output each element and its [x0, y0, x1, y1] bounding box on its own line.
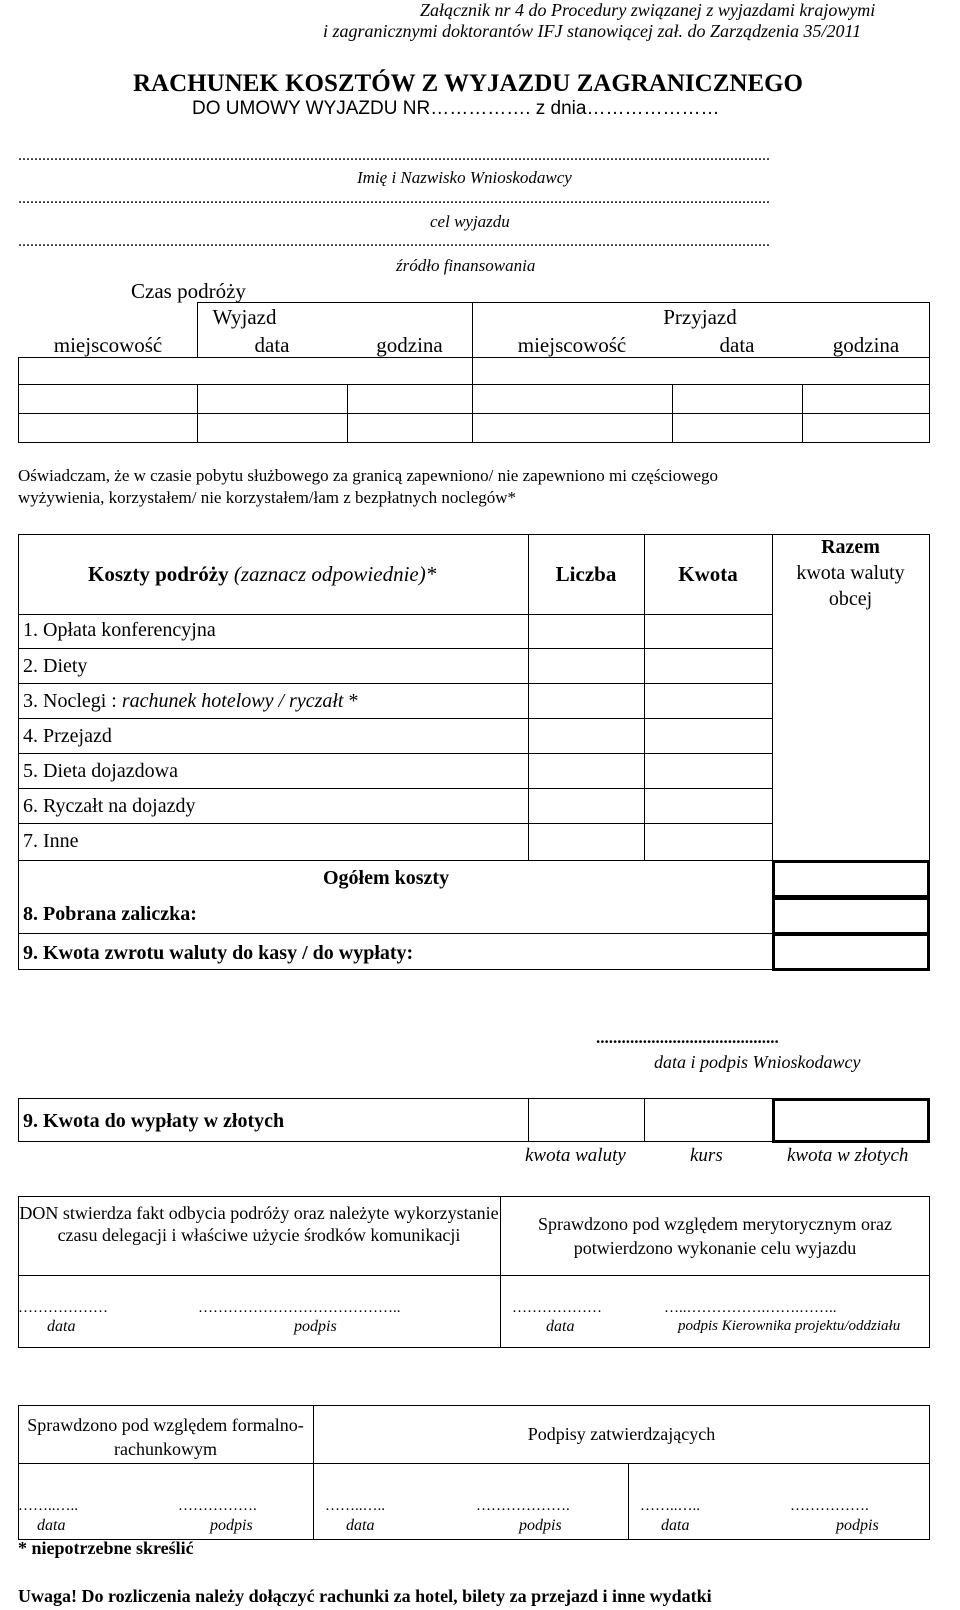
- departure-date-cell[interactable]: [200, 386, 345, 412]
- cost-item-1: 1. Opłata konferencyjna: [23, 619, 216, 641]
- payout-rate-label: kurs: [690, 1145, 723, 1166]
- approver1-signature-line[interactable]: ……………….: [476, 1498, 570, 1514]
- col-arrival-date: data: [719, 333, 755, 357]
- formal-check-label: Sprawdzono pod względem formalno-rachunkowym: [27, 1415, 304, 1459]
- cost-item-5: 5. Dieta dojazdowa: [23, 760, 178, 782]
- cost-item-3-note[interactable]: rachunek hotelowy / ryczałt: [121, 690, 344, 712]
- advance-field[interactable]: [772, 897, 930, 935]
- approver1-date-label: data: [346, 1517, 375, 1534]
- payout-pln-field[interactable]: [772, 1098, 930, 1143]
- applicant-signature-label: data i podpis Wnioskodawcy: [654, 1052, 861, 1072]
- don-date-label: data: [47, 1318, 76, 1335]
- statement-line-1: Oświadczam, że w czasie pobytu służbowego za granicą zapewniono/ nie zapewniono mi częściowego: [18, 466, 719, 485]
- contract-line: DO UMOWY WYJAZDU NR……………. z dnia…………………: [192, 98, 720, 119]
- statement-line-2: wyżywienia, korzystałem/ nie korzystałem/łam z bezpłatnych noclegów*: [18, 488, 517, 507]
- advance-label: 8. Pobrana zaliczka:: [23, 903, 197, 925]
- payout-currency-label: kwota waluty: [525, 1145, 626, 1166]
- don-date-line[interactable]: ………………: [18, 1300, 108, 1316]
- don-statement: DON stwierdza fakt odbycia podróży oraz należyte wykorzystanie czasu delegacji i właściwe użycie środków komunikacji: [19, 1203, 499, 1245]
- applicant-name-label: Imię i Nazwisko Wnioskodawcy: [357, 168, 572, 187]
- costs-heading-note: (zaznacz odpowiednie)*: [233, 562, 437, 586]
- merit-statement: Sprawdzono pod względem merytorycznym oraz potwierdzono wykonanie celu wyjazdu: [538, 1214, 892, 1258]
- approver2-date-line[interactable]: ……..…..: [640, 1498, 700, 1514]
- refund-label: 9. Kwota zwrotu waluty do kasy / do wypłaty:: [23, 942, 414, 964]
- annex-line-2: i zagranicznymi doktorantów IFJ stanowiącej zał. do Zarządzenia 35/2011: [323, 21, 862, 41]
- strike-note: * niepotrzebne skreślić: [18, 1538, 194, 1558]
- cost-item-4: 4. Przejazd: [23, 725, 112, 747]
- col-departure-date: data: [254, 333, 290, 357]
- costs-heading-title: Koszty podróży: [88, 562, 229, 586]
- approver1-signature-label: podpis: [519, 1517, 562, 1534]
- document-title: RACHUNEK KOSZTÓW Z WYJAZDU ZAGRANICZNEGO: [133, 70, 804, 97]
- don-signature-line[interactable]: …………………………………..: [198, 1300, 401, 1316]
- costs-heading: [88, 562, 436, 587]
- cost-item-7: 7. Inne: [23, 830, 79, 852]
- applicant-signature-line[interactable]: ...........................................: [596, 1028, 779, 1047]
- payout-label: 9. Kwota do wypłaty w złotych: [23, 1110, 285, 1132]
- travel-time-heading: Czas podróży: [131, 279, 246, 303]
- don-signature-label: podpis: [294, 1318, 337, 1335]
- approvers-label: Podpisy zatwierdzających: [527, 1424, 716, 1444]
- formal-signature-label: podpis: [210, 1517, 253, 1534]
- departure-header: Wyjazd: [212, 305, 277, 329]
- col-arrival-place: miejscowość: [517, 333, 627, 357]
- annex-line-1: Załącznik nr 4 do Procedury związanej z wyjazdami krajowymi: [420, 0, 876, 20]
- merit-signature-line[interactable]: …..…………….…….……..: [664, 1300, 837, 1316]
- applicant-name-field[interactable]: ............................................................................................................................................................................................: [18, 147, 770, 164]
- trip-purpose-field[interactable]: ............................................................................................................................................................................................: [18, 190, 770, 207]
- total-costs-field[interactable]: [772, 860, 930, 898]
- merit-date-line[interactable]: ………………: [512, 1300, 602, 1316]
- total-costs-label: Ogółem koszty: [323, 867, 450, 889]
- trip-purpose-label: cel wyjazdu: [430, 212, 510, 231]
- col-total-header-3: obcej: [828, 588, 873, 610]
- merit-signature-label: podpis Kierownika projektu/oddziału: [678, 1318, 901, 1334]
- formal-signature-line[interactable]: …………….: [178, 1498, 257, 1514]
- approver1-date-line[interactable]: ……..…..: [325, 1498, 385, 1514]
- col-arrival-time: godzina: [832, 333, 900, 357]
- payout-pln-label: kwota w złotych: [787, 1145, 909, 1166]
- merit-date-label: data: [546, 1318, 575, 1335]
- cost-item-3-label: 3. Noclegi :: [23, 690, 117, 712]
- cost-item-2: 2. Diety: [23, 655, 88, 677]
- cost-item-3-star: *: [348, 690, 359, 712]
- receipts-warning: Uwaga! Do rozliczenia należy dołączyć rachunki za hotel, bilety za przejazd i inne wydatki: [18, 1586, 712, 1606]
- arrival-header: Przyjazd: [663, 305, 737, 329]
- col-total-header-1: Razem: [821, 536, 880, 558]
- formal-date-label: data: [37, 1517, 66, 1534]
- col-departure-time: godzina: [376, 333, 443, 357]
- formal-date-line[interactable]: ……..…..: [18, 1498, 78, 1514]
- funding-source-field[interactable]: ............................................................................................................................................................................................: [18, 233, 770, 250]
- cost-item-3: [23, 690, 359, 713]
- col-count-header: Liczba: [555, 562, 617, 586]
- refund-field[interactable]: [772, 933, 930, 971]
- col-amount-header: Kwota: [678, 562, 738, 586]
- col-total-header-2: kwota waluty: [796, 562, 905, 584]
- approver2-signature-label: podpis: [836, 1517, 879, 1534]
- approver2-date-label: data: [661, 1517, 690, 1534]
- funding-source-label: źródło finansowania: [396, 256, 536, 275]
- cost-item-6: 6. Ryczałt na dojazdy: [23, 795, 196, 817]
- col-departure-place: miejscowość: [53, 333, 163, 357]
- approver2-signature-line[interactable]: …………….: [790, 1498, 869, 1514]
